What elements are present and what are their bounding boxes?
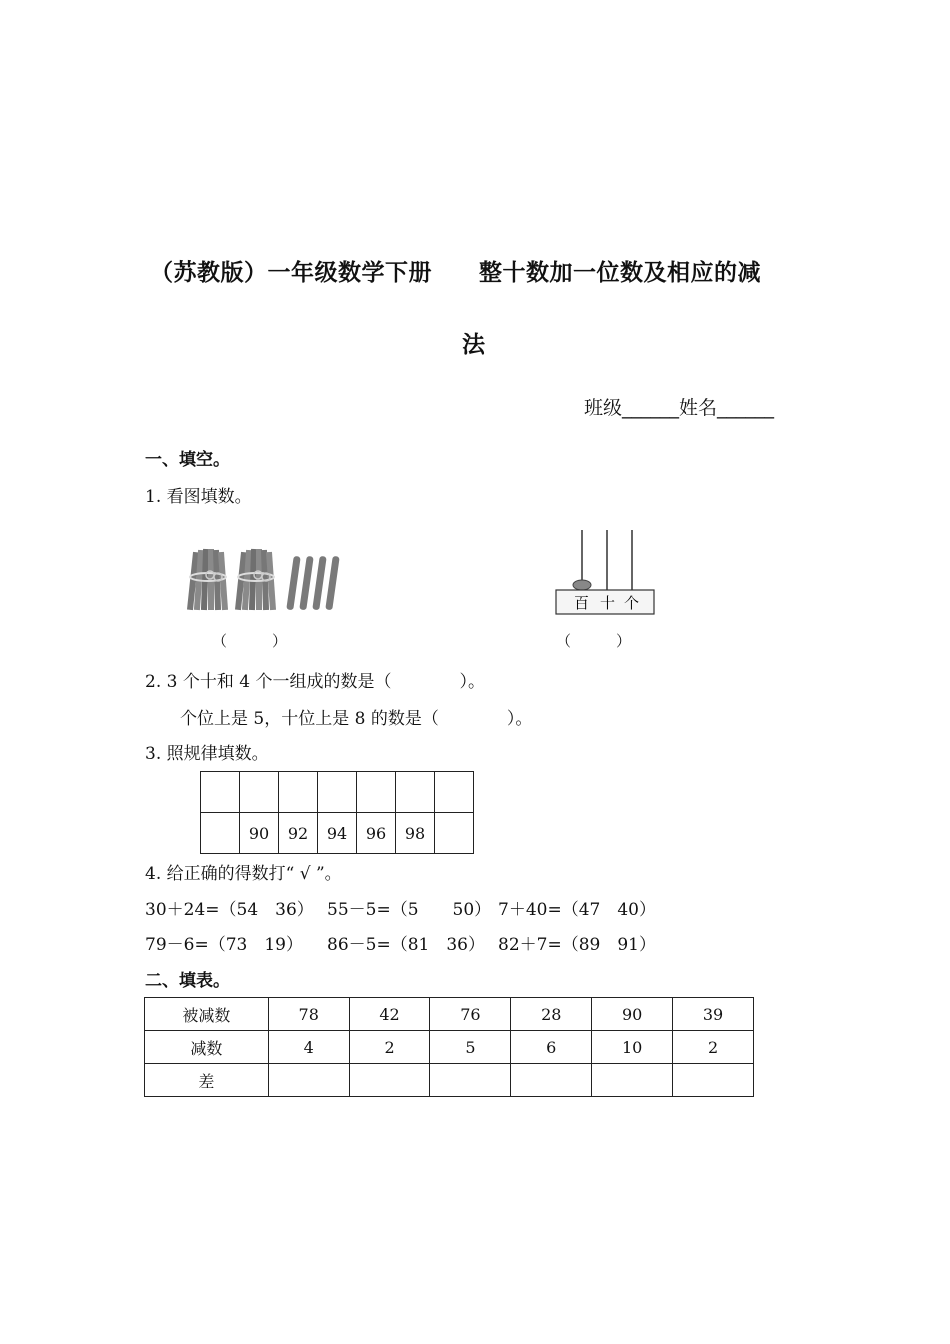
seq-cell[interactable]: [435, 813, 474, 854]
table-cell: 6: [511, 1031, 592, 1064]
table-cell: 28: [511, 998, 592, 1031]
seq-cell: 92: [279, 813, 318, 854]
table-cell: 78: [268, 998, 349, 1031]
seq-cell[interactable]: [435, 772, 474, 813]
q1-answer-blank-right[interactable]: （ ）: [556, 632, 632, 650]
q1-answer-blank-left[interactable]: （ ）: [212, 632, 288, 650]
row-header: 减数: [145, 1031, 269, 1064]
class-name-fields: 班级______姓名______: [584, 397, 775, 419]
subtraction-table: [144, 997, 754, 1097]
counting-sticks-image: [180, 540, 350, 620]
q4-item: 55－5=（5 50）: [327, 900, 492, 920]
section2-heading: 二、填表。: [145, 971, 230, 991]
abacus-label-tens: 十: [600, 594, 616, 612]
q4-item: 82＋7=（89 91）: [498, 935, 656, 955]
table-cell: 2: [349, 1031, 430, 1064]
table-cell: 76: [430, 998, 511, 1031]
seq-cell[interactable]: [201, 813, 240, 854]
page-title-line1: （苏教版）一年级数学下册 整十数加一位数及相应的减: [150, 260, 761, 286]
answer-cell[interactable]: [673, 1064, 754, 1097]
table-row: [145, 998, 754, 1031]
answer-cell[interactable]: [268, 1064, 349, 1097]
q2-line1: 2. 3 个十和 4 个一组成的数是（ ）。: [145, 672, 485, 692]
table-row: [145, 1064, 754, 1097]
seq-cell: 90: [240, 813, 279, 854]
q1-label: 1. 看图填数。: [145, 487, 252, 507]
q4-label: 4. 给正确的得数打“ √ ”。: [145, 864, 342, 884]
section1-heading: 一、填空。: [145, 450, 230, 470]
seq-cell[interactable]: [279, 772, 318, 813]
abacus-bead: [573, 580, 591, 590]
seq-cell: 96: [357, 813, 396, 854]
table-cell: 4: [268, 1031, 349, 1064]
row-header: 被减数: [145, 998, 269, 1031]
abacus-label-ones: 个: [624, 594, 640, 612]
table-cell: 2: [673, 1031, 754, 1064]
table-cell: 42: [349, 998, 430, 1031]
stick-bundle-2: [235, 549, 276, 610]
q3-label: 3. 照规律填数。: [145, 744, 269, 764]
seq-cell[interactable]: [357, 772, 396, 813]
table-cell: 5: [430, 1031, 511, 1064]
table-cell: 90: [592, 998, 673, 1031]
seq-cell[interactable]: [240, 772, 279, 813]
q4-item: 86－5=（81 36）: [327, 935, 485, 955]
row-header: 差: [145, 1064, 269, 1097]
page-title-line2: 法: [462, 332, 486, 358]
q4-item: 7＋40=（47 40）: [498, 900, 656, 920]
q2-line2: 个位上是 5，十位上是 8 的数是（ ）。: [180, 709, 533, 729]
sequence-table: [200, 771, 474, 854]
answer-cell[interactable]: [349, 1064, 430, 1097]
table-row: [145, 1031, 754, 1064]
table-cell: 39: [673, 998, 754, 1031]
seq-cell: 98: [396, 813, 435, 854]
seq-cell[interactable]: [318, 772, 357, 813]
q4-item: 79－6=（73 19）: [145, 935, 303, 955]
stick-bundle-1: [187, 549, 228, 610]
answer-cell[interactable]: [592, 1064, 673, 1097]
seq-cell[interactable]: [201, 772, 240, 813]
seq-cell[interactable]: [396, 772, 435, 813]
answer-cell[interactable]: [430, 1064, 511, 1097]
single-sticks: [286, 556, 339, 610]
abacus-image: [550, 528, 660, 620]
answer-cell[interactable]: [511, 1064, 592, 1097]
seq-cell: 94: [318, 813, 357, 854]
q4-item: 30＋24=（54 36）: [145, 900, 314, 920]
table-cell: 10: [592, 1031, 673, 1064]
abacus-label-hundreds: 百: [574, 594, 590, 612]
